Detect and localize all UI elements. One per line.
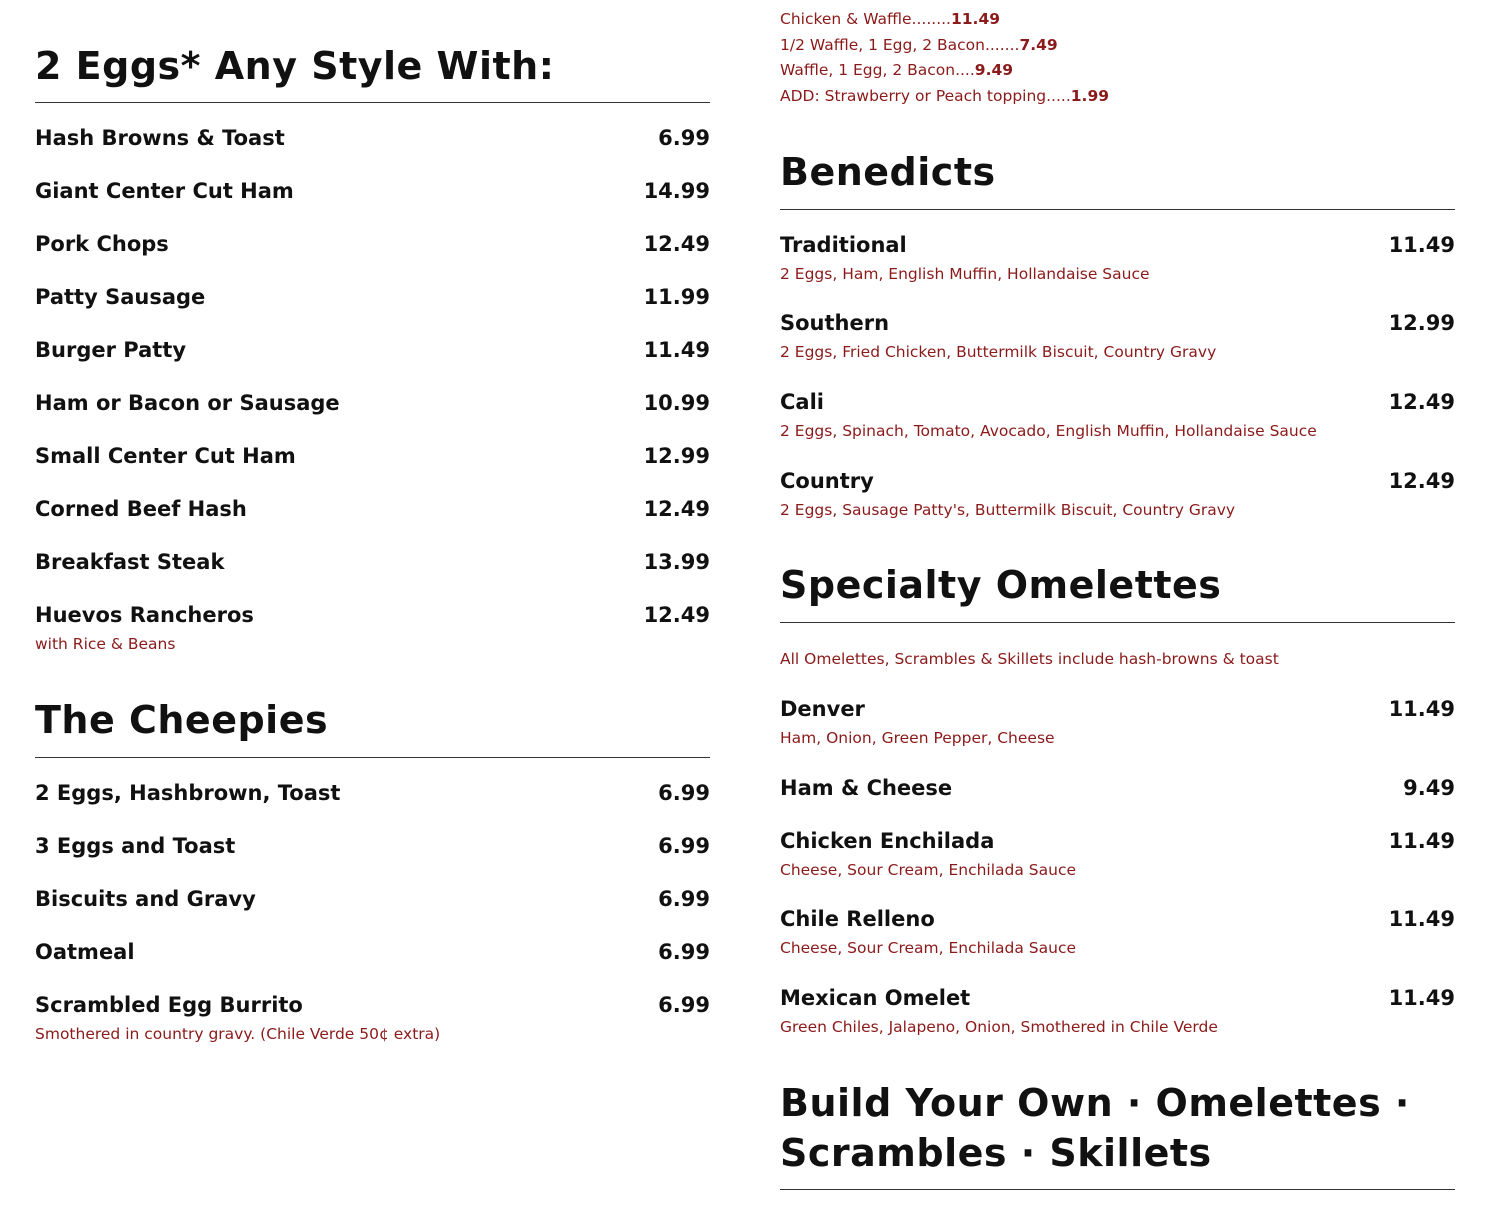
item-name: Cali — [780, 390, 824, 414]
item-name: Southern — [780, 311, 890, 335]
item-name: Pork Chops — [35, 232, 169, 256]
menu-item — [35, 179, 710, 209]
menu-item — [35, 497, 710, 527]
item-name: Mexican Omelet — [780, 986, 971, 1010]
menu-item — [35, 940, 710, 970]
item-price: 11.49 — [1388, 697, 1455, 721]
waffle-line: ADD: Strawberry or Peach topping.....1.99 — [780, 87, 1110, 105]
item-price: 10.99 — [643, 391, 710, 415]
item-price: 11.49 — [1388, 829, 1455, 853]
item-name: Burger Patty — [35, 338, 187, 362]
divider-eggs — [35, 102, 710, 103]
menu-item — [35, 781, 710, 811]
menu-item — [780, 469, 1455, 525]
item-price: 6.99 — [658, 993, 710, 1017]
item-price: 12.99 — [643, 444, 710, 468]
menu-item — [780, 986, 1455, 1042]
waffle-line: Waffle, 1 Egg, 2 Bacon....9.49 — [780, 61, 1014, 79]
menu-item — [35, 126, 710, 156]
divider-cheepies — [35, 757, 710, 758]
menu-item — [35, 391, 710, 421]
item-price: 12.49 — [643, 497, 710, 521]
menu-item — [780, 776, 1455, 806]
menu-item — [35, 285, 710, 315]
item-price: 6.99 — [658, 887, 710, 911]
menu-item — [780, 697, 1455, 753]
item-description: Smothered in country gravy. (Chile Verde 50¢ extra) — [35, 1025, 441, 1043]
cropped-top-line — [35, 0, 595, 4]
omelettes-note: All Omelettes, Scrambles & Skillets include hash-browns & toast — [780, 650, 1279, 668]
item-description: 2 Eggs, Sausage Patty's, Buttermilk Biscuit, Country Gravy — [780, 501, 1236, 519]
item-price: 12.99 — [1388, 311, 1455, 335]
item-name: Scrambled Egg Burrito — [35, 993, 303, 1017]
item-price: 13.99 — [643, 550, 710, 574]
section-title-omelettes: Specialty Omelettes — [780, 563, 1222, 607]
waffle-line: 1/2 Waffle, 1 Egg, 2 Bacon.......7.49 — [780, 36, 1058, 54]
divider-omelettes — [780, 622, 1455, 623]
item-price: 11.49 — [1388, 233, 1455, 257]
item-description: Cheese, Sour Cream, Enchilada Sauce — [780, 939, 1077, 957]
item-price: 11.49 — [1388, 907, 1455, 931]
item-name: Traditional — [780, 233, 907, 257]
menu-item — [780, 907, 1455, 963]
item-name: Patty Sausage — [35, 285, 206, 309]
section-title-eggs: 2 Eggs* Any Style With: — [35, 44, 555, 88]
item-name: Ham & Cheese — [780, 776, 953, 800]
item-price: 12.49 — [1388, 469, 1455, 493]
divider-build-your-own — [780, 1189, 1455, 1190]
item-description: Green Chiles, Jalapeno, Onion, Smothered in Chile Verde — [780, 1018, 1218, 1036]
menu-item — [780, 390, 1455, 446]
item-description: Ham, Onion, Green Pepper, Cheese — [780, 729, 1055, 747]
item-price: 11.49 — [1388, 986, 1455, 1010]
menu-item — [35, 338, 710, 368]
item-price: 9.49 — [1403, 776, 1455, 800]
menu-item — [780, 311, 1455, 367]
build-title-line-2: Scrambles · Skillets — [780, 1131, 1212, 1175]
item-name: Country — [780, 469, 874, 493]
menu-item — [780, 233, 1455, 289]
menu-item — [35, 232, 710, 262]
item-price: 6.99 — [658, 781, 710, 805]
item-description: 2 Eggs, Spinach, Tomato, Avocado, English Muffin, Hollandaise Sauce — [780, 422, 1317, 440]
divider-benedicts — [780, 209, 1455, 210]
item-name: Denver — [780, 697, 865, 721]
item-name: Huevos Rancheros — [35, 603, 254, 627]
item-description: with Rice & Beans — [35, 635, 176, 653]
menu-item — [780, 829, 1455, 885]
menu-item — [35, 993, 710, 1049]
item-name: Small Center Cut Ham — [35, 444, 296, 468]
item-price: 12.49 — [1388, 390, 1455, 414]
menu-item — [35, 444, 710, 474]
menu-item — [35, 550, 710, 580]
item-price: 11.99 — [643, 285, 710, 309]
item-name: Biscuits and Gravy — [35, 887, 256, 911]
item-price: 6.99 — [658, 834, 710, 858]
build-title-line-1: Build Your Own · Omelettes · — [780, 1081, 1410, 1125]
item-name: Chicken Enchilada — [780, 829, 995, 853]
item-name: Corned Beef Hash — [35, 497, 247, 521]
section-title-build-your-own — [780, 1078, 1410, 1178]
section-title-benedicts: Benedicts — [780, 150, 996, 194]
item-price: 12.49 — [643, 603, 710, 627]
item-description: 2 Eggs, Ham, English Muffin, Hollandaise Sauce — [780, 265, 1150, 283]
item-price: 12.49 — [643, 232, 710, 256]
item-price: 14.99 — [643, 179, 710, 203]
item-name: Giant Center Cut Ham — [35, 179, 294, 203]
item-price: 6.99 — [658, 940, 710, 964]
menu-item — [35, 834, 710, 864]
item-name: Chile Relleno — [780, 907, 935, 931]
item-name: 2 Eggs, Hashbrown, Toast — [35, 781, 341, 805]
item-name: Breakfast Steak — [35, 550, 225, 574]
item-price: 6.99 — [658, 126, 710, 150]
item-name: Oatmeal — [35, 940, 135, 964]
item-name: 3 Eggs and Toast — [35, 834, 236, 858]
item-description: 2 Eggs, Fried Chicken, Buttermilk Biscuit, Country Gravy — [780, 343, 1217, 361]
item-name: Hash Browns & Toast — [35, 126, 285, 150]
waffle-line: Chicken & Waffle........11.49 — [780, 10, 1001, 28]
item-name: Ham or Bacon or Sausage — [35, 391, 340, 415]
menu-item — [35, 887, 710, 917]
item-description: Cheese, Sour Cream, Enchilada Sauce — [780, 861, 1077, 879]
menu-item — [35, 603, 710, 659]
item-price: 11.49 — [643, 338, 710, 362]
section-title-cheepies: The Cheepies — [35, 698, 329, 742]
